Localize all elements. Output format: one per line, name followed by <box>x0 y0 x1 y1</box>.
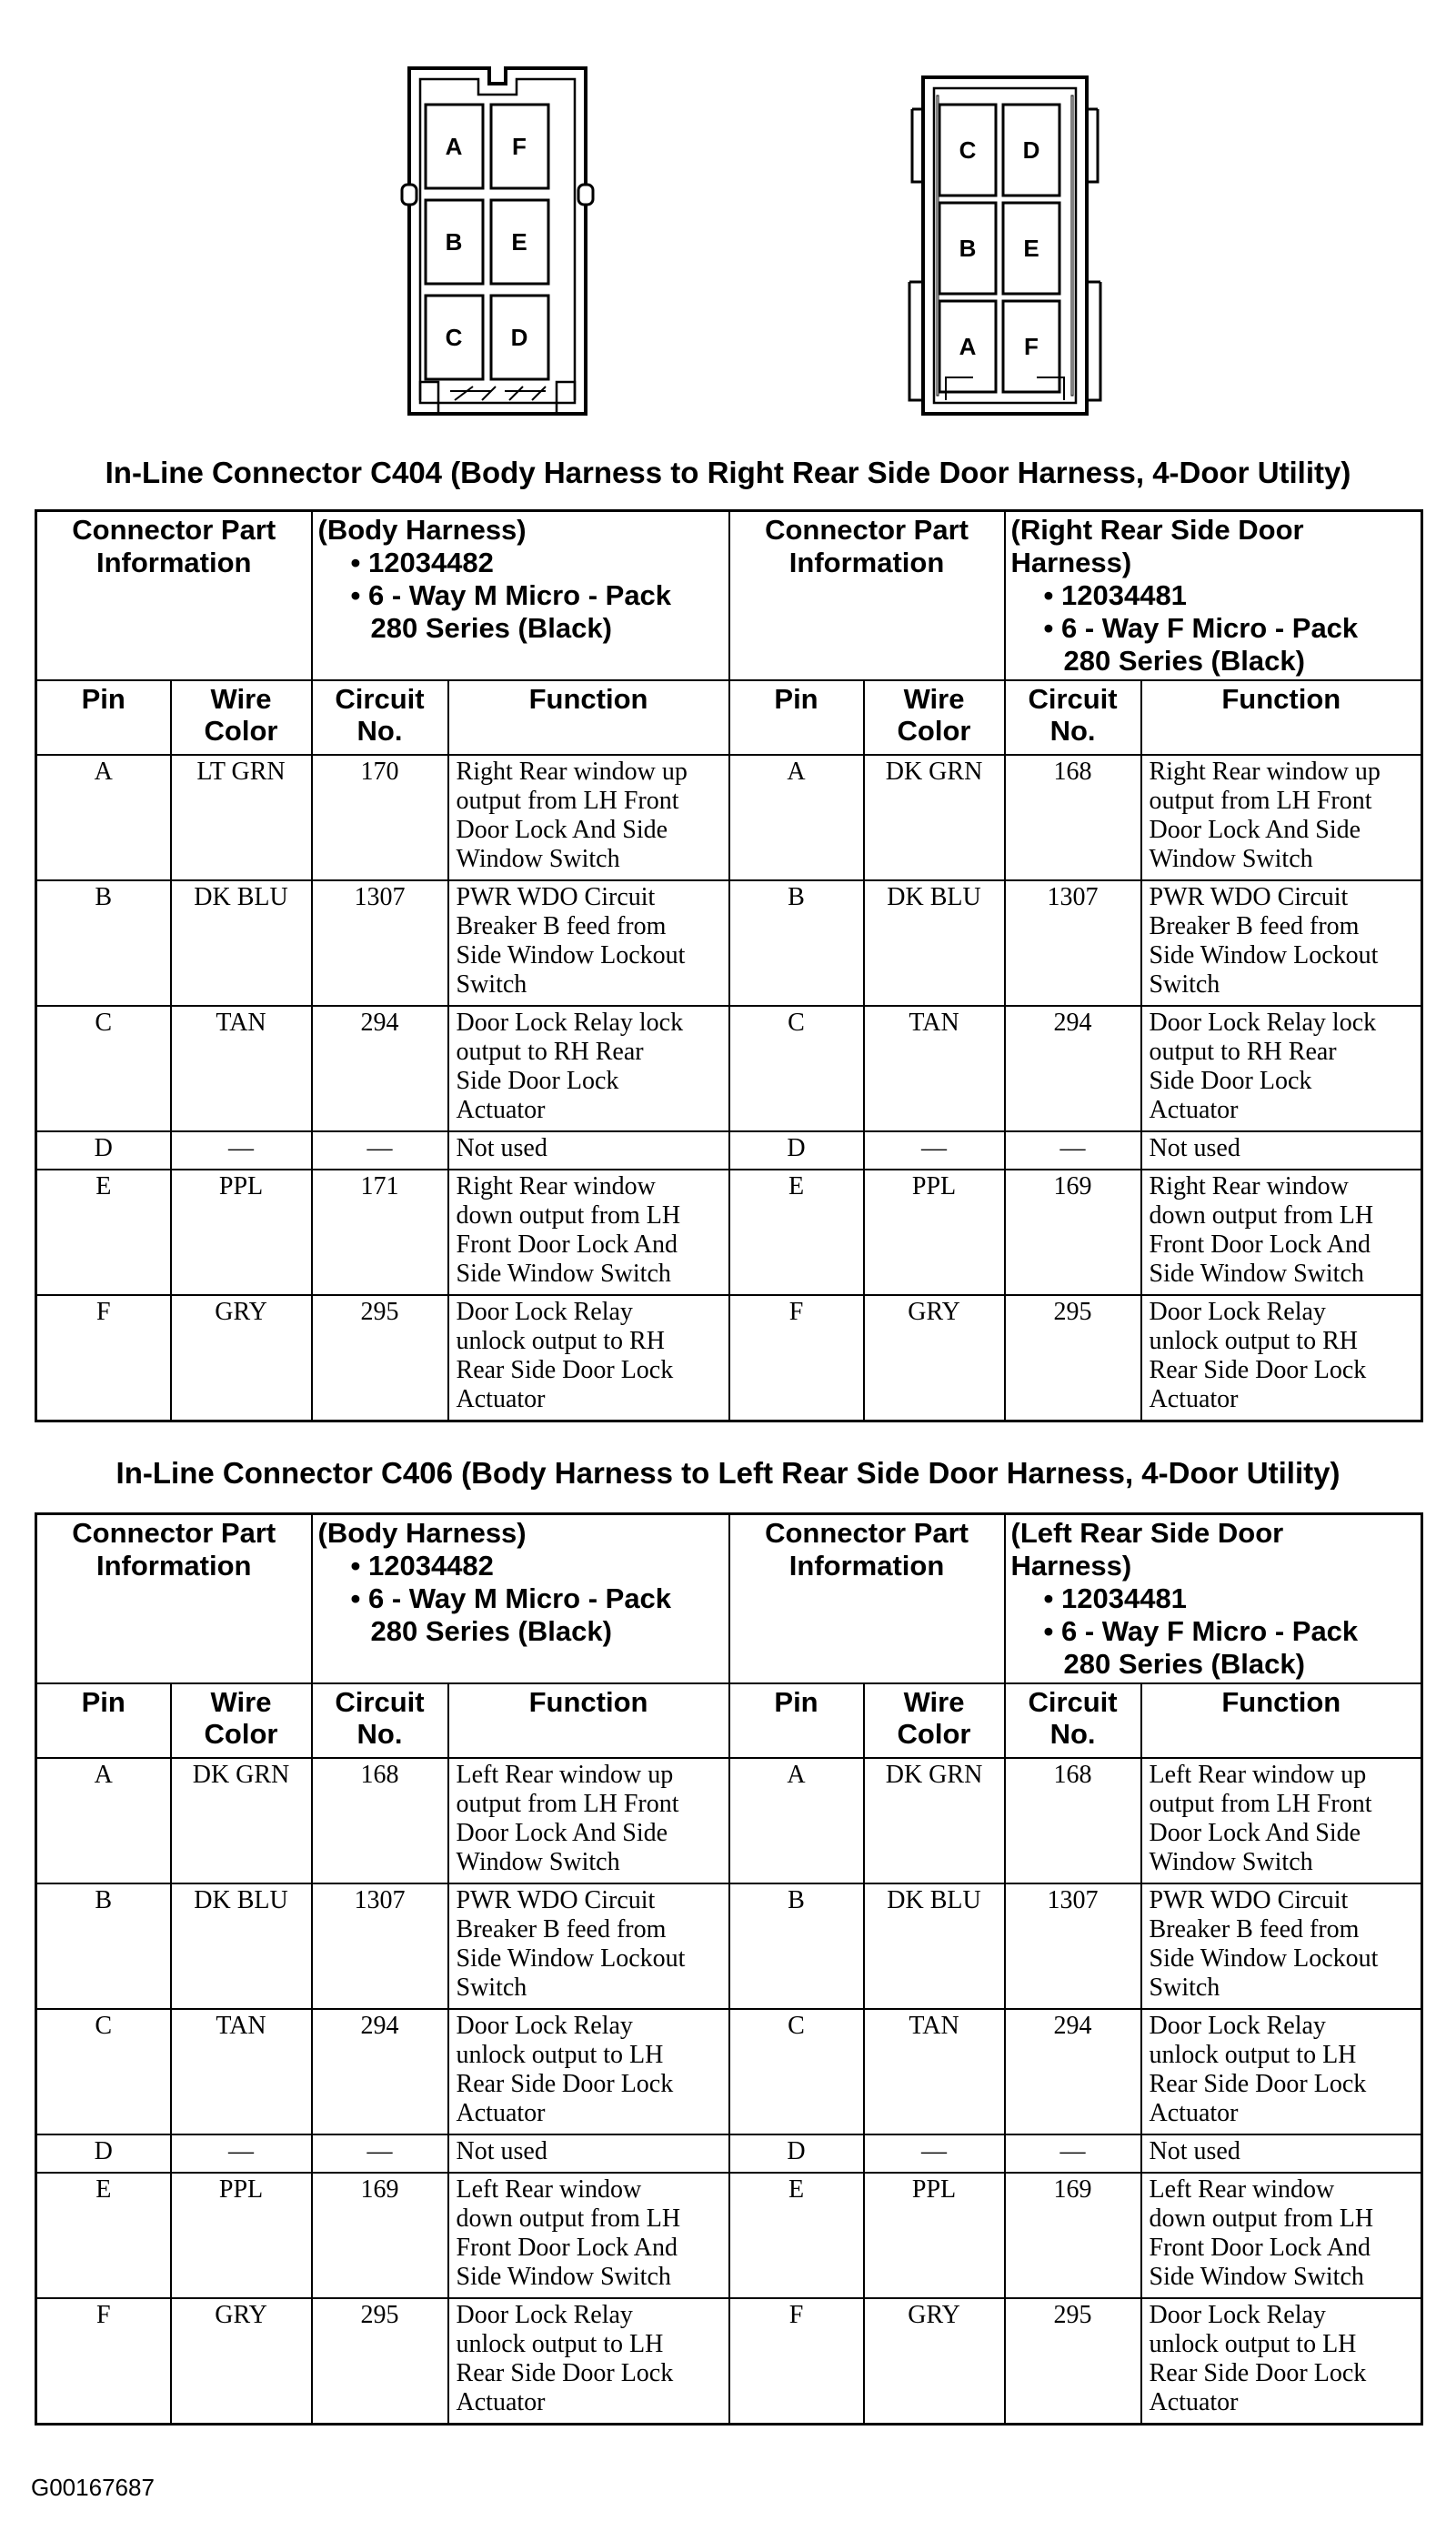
function-cell: Left Rear window down output from LH Front Door Lock And Side Window Switch <box>448 2173 729 2298</box>
connector-part-info-label: Connector Part Information <box>36 1514 312 1684</box>
wire-color-cell: — <box>864 2134 1005 2173</box>
function-cell: Left Rear window up output from LH Front Door Lock And Side Window Switch <box>448 1758 729 1883</box>
table-row <box>36 1006 1422 1131</box>
circuit-cell: 295 <box>312 1295 448 1421</box>
circuit-cell: 168 <box>1005 755 1141 880</box>
pin-cell: B <box>729 1883 864 2009</box>
wire-color-cell: LT GRN <box>171 755 312 880</box>
circuit-cell: — <box>312 2134 448 2173</box>
pin-cell: E <box>729 1170 864 1295</box>
connector-title: In-Line Connector C404 (Body Harness to Right Rear Side Door Harness, 4-Door Utility) <box>105 456 1351 489</box>
function-cell: Door Lock Relay unlock output to LH Rear Side Door Lock Actuator <box>448 2298 729 2424</box>
wire-color-cell: PPL <box>864 2173 1005 2298</box>
function-cell: Left Rear window up output from LH Front Door Lock And Side Window Switch <box>1141 1758 1422 1883</box>
function-cell: Not used <box>448 2134 729 2173</box>
circuit-cell: 168 <box>1005 1758 1141 1883</box>
connector-table <box>35 1512 1423 2426</box>
right-harness-info: (Left Rear Side Door Harness) • 12034481 • 6 - Way F Micro - Pack 280 Series (Black) <box>1005 1514 1422 1684</box>
circuit-cell: — <box>1005 1131 1141 1170</box>
circuit-cell: 1307 <box>1005 1883 1141 2009</box>
header-pin: Pin <box>729 1683 864 1758</box>
pin-cell: A <box>36 1758 171 1883</box>
wire-color-cell: TAN <box>171 1006 312 1131</box>
wire-color-cell: DK GRN <box>864 1758 1005 1883</box>
wire-color-cell: DK BLU <box>171 1883 312 2009</box>
pin-cell: E <box>36 1170 171 1295</box>
circuit-cell: 295 <box>1005 2298 1141 2424</box>
wire-color-cell: DK BLU <box>171 880 312 1006</box>
left-pin-label: B <box>445 228 463 256</box>
wire-color-cell: DK BLU <box>864 1883 1005 2009</box>
connector-face-diagrams <box>0 0 1456 437</box>
pin-cell: C <box>36 1006 171 1131</box>
pin-cell: A <box>729 755 864 880</box>
function-cell: PWR WDO Circuit Breaker B feed from Side Window Lockout Switch <box>448 1883 729 2009</box>
circuit-cell: 170 <box>312 755 448 880</box>
table-row <box>36 880 1422 1006</box>
function-cell: PWR WDO Circuit Breaker B feed from Side Window Lockout Switch <box>448 880 729 1006</box>
function-cell: Door Lock Relay lock output to RH Rear Side Door Lock Actuator <box>1141 1006 1422 1131</box>
function-cell: Not used <box>448 1131 729 1170</box>
function-cell: Left Rear window down output from LH Front Door Lock And Side Window Switch <box>1141 2173 1422 2298</box>
header-function: Function <box>448 1683 729 1758</box>
function-cell: PWR WDO Circuit Breaker B feed from Side Window Lockout Switch <box>1141 880 1422 1006</box>
left-pin-label: D <box>510 324 528 351</box>
left-pin-label: E <box>511 228 527 256</box>
function-cell: Right Rear window up output from LH Front Door Lock And Side Window Switch <box>1141 755 1422 880</box>
left-pin-label: A <box>445 133 463 160</box>
header-wire-color: Wire Color <box>171 680 312 755</box>
circuit-cell: 1307 <box>312 1883 448 2009</box>
function-cell: Not used <box>1141 2134 1422 2173</box>
right-pin-label: E <box>1023 235 1039 262</box>
right-pin-label: D <box>1022 136 1040 164</box>
function-cell: Not used <box>1141 1131 1422 1170</box>
header-circuit-no: Circuit No. <box>312 680 448 755</box>
pin-cell: D <box>36 2134 171 2173</box>
pin-cell: F <box>36 1295 171 1421</box>
circuit-cell: 295 <box>312 2298 448 2424</box>
wire-color-cell: PPL <box>864 1170 1005 1295</box>
table-row <box>36 1170 1422 1295</box>
header-wire-color: Wire Color <box>864 1683 1005 1758</box>
wire-color-cell: PPL <box>171 1170 312 1295</box>
wire-color-cell: GRY <box>171 2298 312 2424</box>
wire-color-cell: GRY <box>864 1295 1005 1421</box>
pin-cell: F <box>36 2298 171 2424</box>
header-circuit-no: Circuit No. <box>1005 680 1141 755</box>
circuit-cell: 294 <box>1005 1006 1141 1131</box>
function-cell: Door Lock Relay lock output to RH Rear Side Door Lock Actuator <box>448 1006 729 1131</box>
left-connector-diagram <box>402 68 593 414</box>
circuit-cell: — <box>312 1131 448 1170</box>
function-cell: Door Lock Relay unlock output to RH Rear Side Door Lock Actuator <box>448 1295 729 1421</box>
right-pin-label: C <box>959 136 977 164</box>
circuit-cell: 169 <box>1005 2173 1141 2298</box>
header-circuit-no: Circuit No. <box>1005 1683 1141 1758</box>
pin-cell: A <box>729 1758 864 1883</box>
circuit-cell: 171 <box>312 1170 448 1295</box>
pin-cell: B <box>36 880 171 1006</box>
pin-cell: B <box>729 880 864 1006</box>
table-row <box>36 2298 1422 2424</box>
wire-color-cell: DK GRN <box>864 755 1005 880</box>
header-function: Function <box>1141 1683 1422 1758</box>
figure-id: G00167687 <box>31 2474 155 2501</box>
right-connector-diagram <box>909 77 1100 414</box>
connector-table <box>35 509 1423 1422</box>
circuit-cell: 294 <box>1005 2009 1141 2134</box>
table-row <box>36 755 1422 880</box>
wire-color-cell: — <box>864 1131 1005 1170</box>
table-row <box>36 2009 1422 2134</box>
connector-part-info-label: Connector Part Information <box>36 511 312 681</box>
left-pin-label: F <box>512 133 527 160</box>
circuit-cell: 1307 <box>312 880 448 1006</box>
circuit-cell: 169 <box>312 2173 448 2298</box>
pin-cell: D <box>36 1131 171 1170</box>
circuit-cell: 168 <box>312 1758 448 1883</box>
pin-cell: E <box>36 2173 171 2298</box>
right-harness-info: (Right Rear Side Door Harness) • 12034481 • 6 - Way F Micro - Pack 280 Series (Black) <box>1005 511 1422 681</box>
pin-cell: E <box>729 2173 864 2298</box>
pin-cell: B <box>36 1883 171 2009</box>
table-row <box>36 2134 1422 2173</box>
circuit-cell: 295 <box>1005 1295 1141 1421</box>
wire-color-cell: GRY <box>864 2298 1005 2424</box>
header-circuit-no: Circuit No. <box>312 1683 448 1758</box>
circuit-cell: 294 <box>312 1006 448 1131</box>
wire-color-cell: DK GRN <box>171 1758 312 1883</box>
circuit-cell: 169 <box>1005 1170 1141 1295</box>
wire-color-cell: DK BLU <box>864 880 1005 1006</box>
pin-cell: A <box>36 755 171 880</box>
function-cell: Right Rear window down output from LH Front Door Lock And Side Window Switch <box>448 1170 729 1295</box>
right-pin-label: F <box>1024 333 1039 360</box>
wire-color-cell: TAN <box>864 2009 1005 2134</box>
header-function: Function <box>1141 680 1422 755</box>
header-pin: Pin <box>36 1683 171 1758</box>
header-function: Function <box>448 680 729 755</box>
pin-cell: D <box>729 1131 864 1170</box>
connector-part-info-label: Connector Part Information <box>729 1514 1005 1684</box>
table-row <box>36 2173 1422 2298</box>
pin-cell: F <box>729 1295 864 1421</box>
table-body <box>36 1758 1422 2424</box>
table-row <box>36 1883 1422 2009</box>
function-cell: Door Lock Relay unlock output to RH Rear Side Door Lock Actuator <box>1141 1295 1422 1421</box>
connector-part-info-label: Connector Part Information <box>729 511 1005 681</box>
function-cell: Door Lock Relay unlock output to LH Rear Side Door Lock Actuator <box>1141 2009 1422 2134</box>
right-pin-label: A <box>959 333 977 360</box>
wire-color-cell: TAN <box>171 2009 312 2134</box>
header-wire-color: Wire Color <box>864 680 1005 755</box>
function-cell: Door Lock Relay unlock output to LH Rear Side Door Lock Actuator <box>448 2009 729 2134</box>
header-wire-color: Wire Color <box>171 1683 312 1758</box>
function-cell: Door Lock Relay unlock output to LH Rear Side Door Lock Actuator <box>1141 2298 1422 2424</box>
wire-color-cell: TAN <box>864 1006 1005 1131</box>
wire-color-cell: GRY <box>171 1295 312 1421</box>
header-pin: Pin <box>36 680 171 755</box>
left-harness-info: (Body Harness) • 12034482 • 6 - Way M Micro - Pack 280 Series (Black) <box>312 1514 729 1684</box>
circuit-cell: 294 <box>312 2009 448 2134</box>
left-harness-info: (Body Harness) • 12034482 • 6 - Way M Micro - Pack 280 Series (Black) <box>312 511 729 681</box>
pin-cell: C <box>729 1006 864 1131</box>
circuit-cell: 1307 <box>1005 880 1141 1006</box>
wire-color-cell: — <box>171 2134 312 2173</box>
table-row <box>36 1758 1422 1883</box>
pin-cell: D <box>729 2134 864 2173</box>
connector-title: In-Line Connector C406 (Body Harness to Left Rear Side Door Harness, 4-Door Utility) <box>115 1456 1341 1490</box>
left-pin-label: C <box>445 324 463 351</box>
circuit-cell: — <box>1005 2134 1141 2173</box>
function-cell: PWR WDO Circuit Breaker B feed from Side Window Lockout Switch <box>1141 1883 1422 2009</box>
wire-color-cell: — <box>171 1131 312 1170</box>
table-row <box>36 1131 1422 1170</box>
pin-cell: C <box>36 2009 171 2134</box>
table-body <box>36 755 1422 1421</box>
function-cell: Right Rear window down output from LH Front Door Lock And Side Window Switch <box>1141 1170 1422 1295</box>
table-row <box>36 1295 1422 1421</box>
header-pin: Pin <box>729 680 864 755</box>
function-cell: Right Rear window up output from LH Front Door Lock And Side Window Switch <box>448 755 729 880</box>
pin-cell: F <box>729 2298 864 2424</box>
pin-cell: C <box>729 2009 864 2134</box>
right-pin-label: B <box>959 235 977 262</box>
wire-color-cell: PPL <box>171 2173 312 2298</box>
